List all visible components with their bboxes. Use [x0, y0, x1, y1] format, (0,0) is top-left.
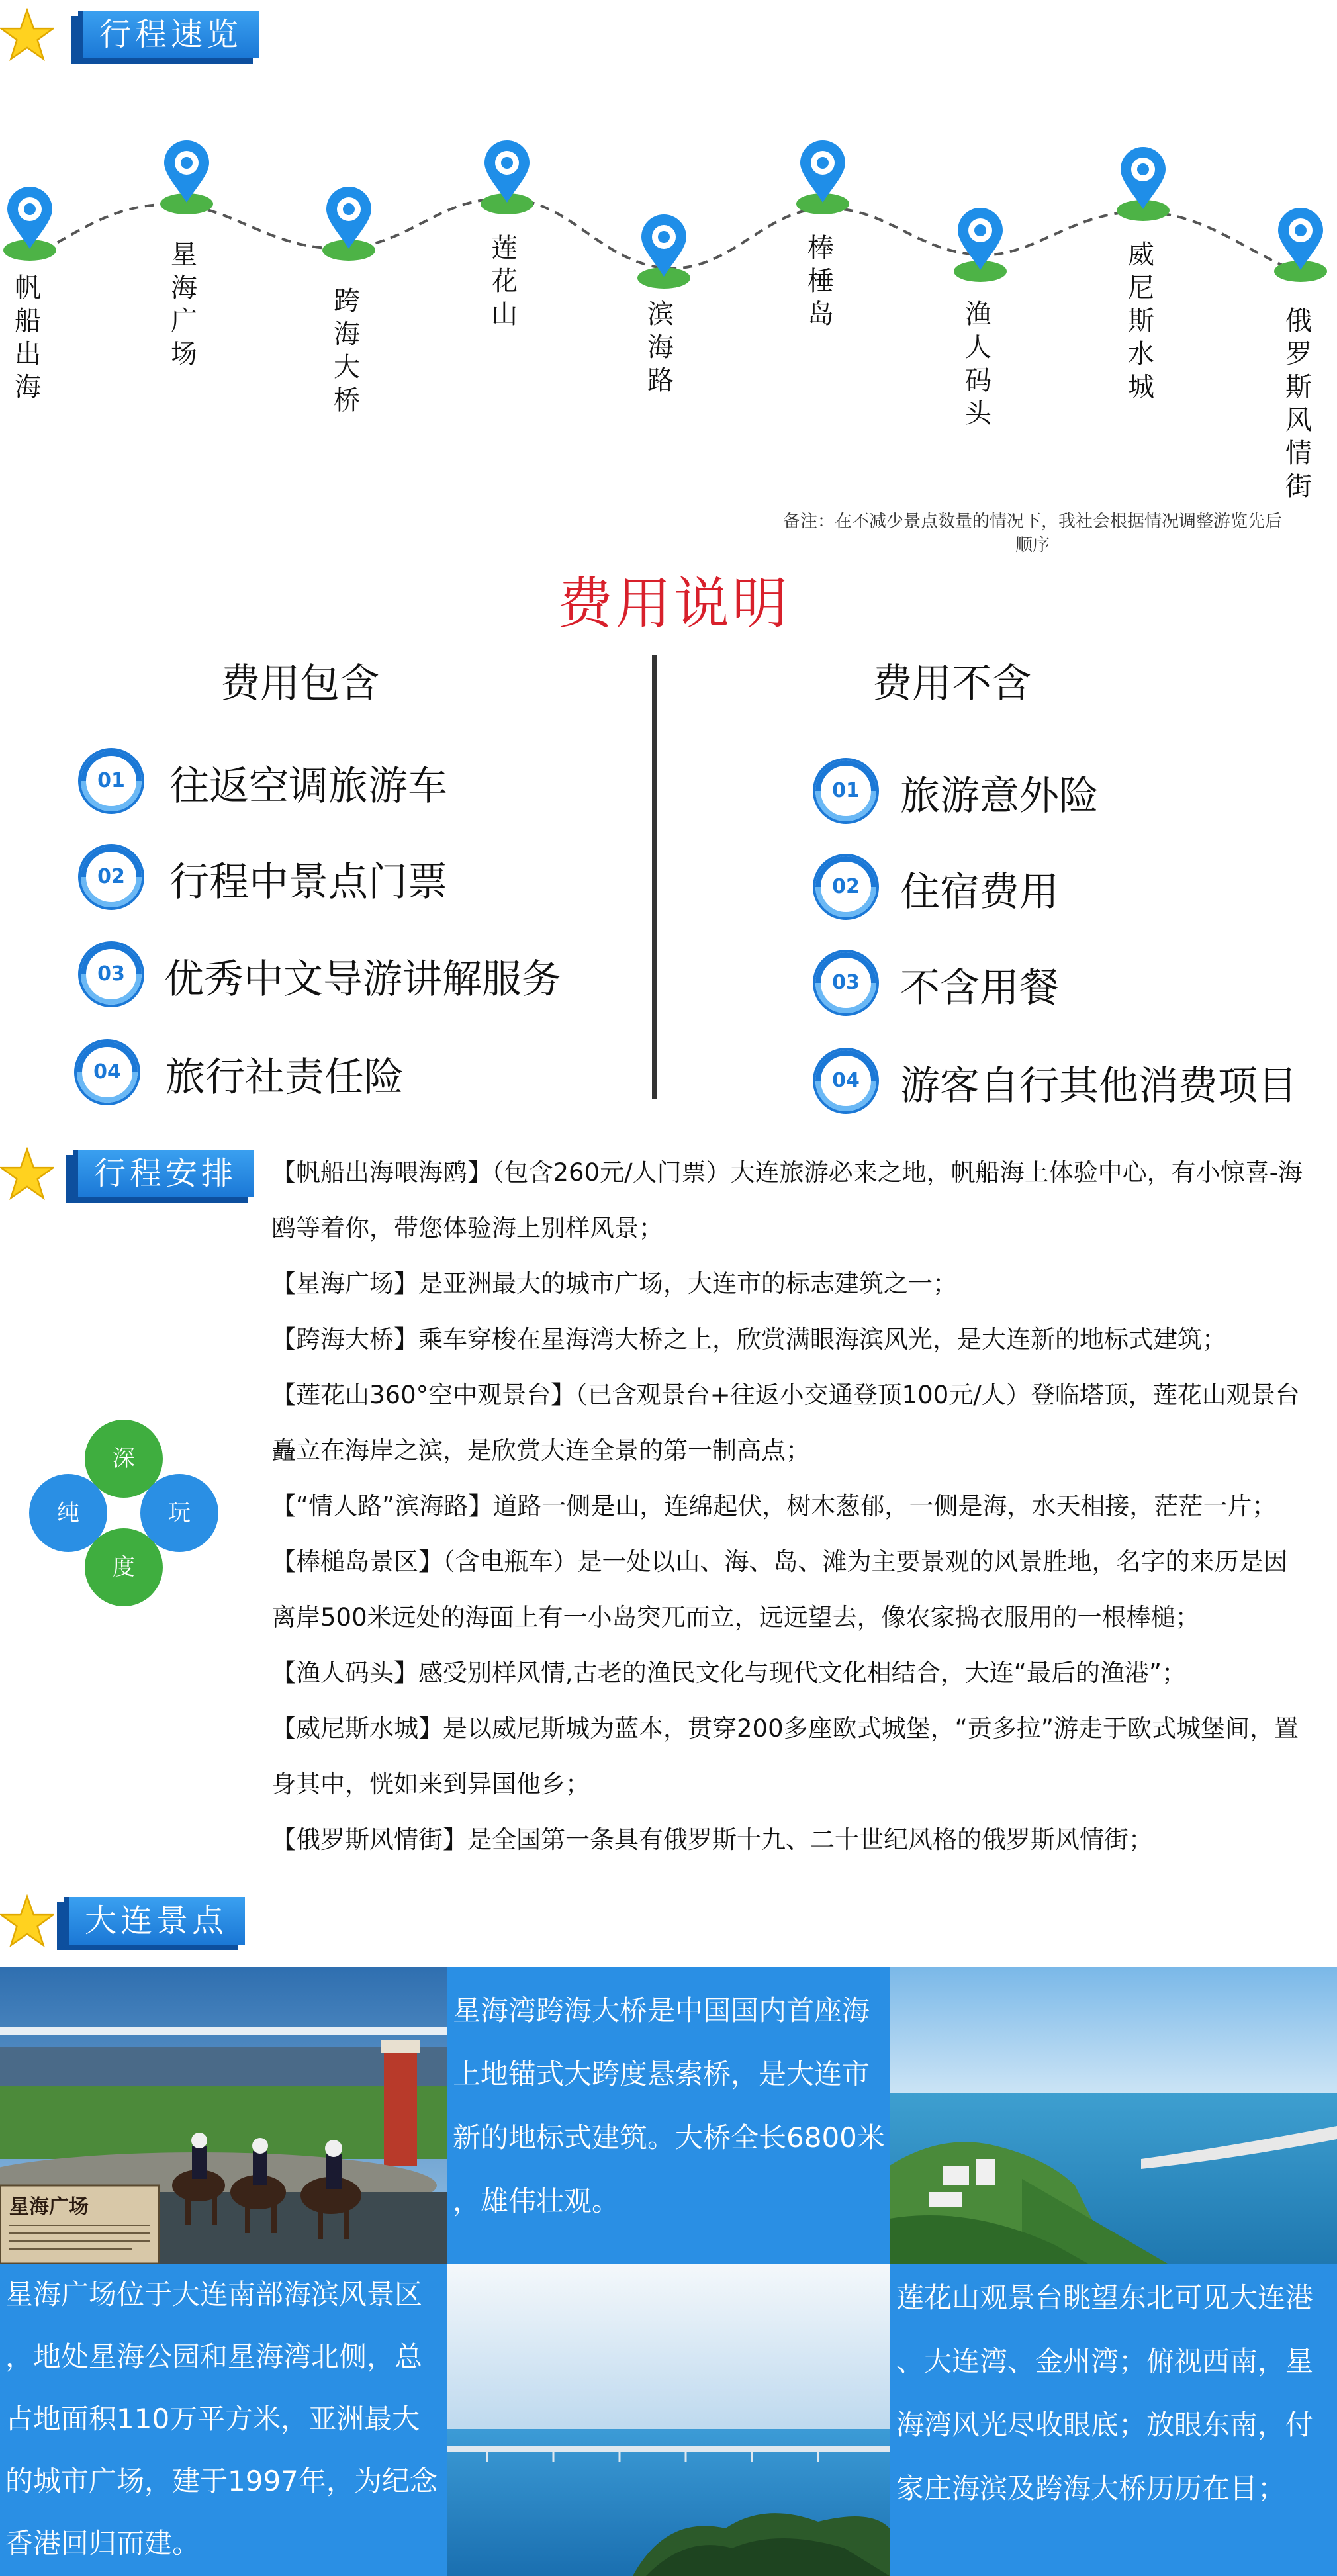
stop-label: 帆船出海	[15, 273, 41, 402]
star-icon	[0, 1894, 54, 1949]
number-badge-icon: 01	[78, 748, 144, 814]
text-line: 占地面积110万平方米，亚洲最大	[5, 2403, 420, 2435]
included-item-label: 往返空调旅游车	[169, 763, 447, 809]
stop-label: 星海广场	[171, 240, 197, 369]
schedule-line: 【星海广场】是亚洲最大的城市广场，大连市的标志建筑之一；	[271, 1269, 957, 1298]
star-icon	[0, 1147, 54, 1201]
included-item-label: 行程中景点门票	[169, 859, 447, 905]
number-badge-icon: 04	[813, 1048, 879, 1114]
schedule-line: 鸥等着你，带您体验海上别样风景；	[271, 1214, 663, 1242]
stop-label: 棒棰岛	[807, 233, 834, 330]
text-lotus	[890, 2264, 1337, 2576]
fees-divider	[652, 655, 657, 1099]
clover-graphic	[26, 1420, 238, 1632]
excluded-item-label: 不含用餐	[900, 965, 1059, 1011]
location-pin-icon	[1274, 205, 1327, 285]
schedule-line: 【威尼斯水城】是以威尼斯城为蓝本，贯穿200多座欧式城堡，“贡多拉”游走于欧式城堡间，置	[271, 1714, 1299, 1743]
included-item-label: 优秀中文导游讲解服务	[164, 956, 561, 1003]
text-bridge	[447, 1967, 890, 2264]
clover-petal-bottom: 度	[85, 1528, 163, 1606]
note-line: 顺序	[1015, 535, 1050, 555]
location-pin-icon	[637, 212, 690, 291]
stop-label: 莲花山	[491, 233, 518, 330]
schedule-line: 【“情人路”滨海路】道路一侧是山，连绵起伏，树木葱郁，一侧是海，水天相接，茫茫一片；	[271, 1492, 1277, 1520]
clover-petal-top: 深	[85, 1420, 163, 1498]
stop-label: 俄罗斯风情街	[1285, 306, 1312, 502]
location-pin-icon	[322, 184, 375, 263]
schedule-line: 【渔人码头】感受别样风情,古老的渔民文化与现代文化相结合，大连“最后的渔港”；	[271, 1659, 1187, 1687]
text-line: 家庄海滨及跨海大桥历历在目；	[896, 2472, 1286, 2505]
text-line: 星海广场位于大连南部海滨风景区	[5, 2278, 423, 2311]
clover-petal-right: 玩	[140, 1474, 218, 1552]
note-line: 备注：在不减少景点数量的情况下，我社会根据情况调整游览先后	[782, 512, 1282, 531]
schedule-text	[271, 1145, 1317, 1868]
section-header-attractions	[0, 1894, 278, 1946]
text-line: 上地锚式大跨度悬索桥，是大连市	[453, 2058, 870, 2090]
schedule-line: 【跨海大桥】乘车穿梭在星海湾大桥之上，欣赏满眼海滨风光，是大连新的地标式建筑；	[271, 1325, 1226, 1354]
schedule-line: 【莲花山360°空中观景台】（已含观景台+往返小交通登顶100元/人）登临塔顶，莲花山观景台	[271, 1381, 1300, 1409]
itinerary-note	[728, 510, 1337, 557]
excluded-item-label: 旅游意外险	[900, 773, 1099, 819]
location-pin-icon	[160, 138, 213, 217]
schedule-line: 【俄罗斯风情街】是全国第一条具有俄罗斯十九、二十世纪风格的俄罗斯风情街；	[271, 1825, 1153, 1854]
number-badge-icon: 03	[78, 941, 144, 1007]
fees-title: 费用说明	[557, 571, 791, 636]
text-line: 、大连湾、金州湾；俯视西南，星	[896, 2345, 1314, 2377]
number-badge-icon: 02	[78, 844, 144, 910]
location-pin-icon	[796, 138, 849, 217]
text-line: 香港回归而建。	[5, 2527, 201, 2559]
location-pin-icon	[954, 205, 1007, 285]
excluded-item-label: 住宿费用	[900, 869, 1059, 915]
location-pin-icon	[1117, 144, 1170, 224]
stop-label: 渔人码头	[965, 299, 991, 429]
schedule-line: 离岸500米远处的海面上有一小岛突兀而立，远远望去，像农家捣衣服用的一根棒槌；	[271, 1603, 1200, 1632]
excluded-title: 费用不含	[872, 661, 1031, 707]
location-pin-icon	[481, 138, 533, 217]
number-badge-icon: 01	[813, 758, 879, 824]
section-title: 行程安排	[73, 1150, 254, 1197]
schedule-line: 矗立在海岸之滨，是欣赏大连全景的第一制高点；	[271, 1436, 810, 1465]
excluded-item-label: 游客自行其他消费项目	[900, 1063, 1297, 1109]
text-line: 新的地标式建筑。大桥全长6800米	[453, 2121, 885, 2154]
stop-label: 滨海路	[647, 299, 674, 396]
number-badge-icon: 02	[813, 854, 879, 920]
photo-sign-text: 星海广场	[9, 2195, 89, 2219]
text-line: 的城市广场，建于1997年，为纪念	[5, 2465, 438, 2497]
included-item-label: 旅行社责任险	[165, 1054, 404, 1101]
schedule-line: 身其中，恍如来到异国他乡；	[271, 1770, 590, 1798]
location-pin-icon	[3, 184, 56, 263]
section-title: 大连景点	[64, 1897, 245, 1945]
photo-lotus-mountain	[890, 1967, 1337, 2264]
text-line: 星海湾跨海大桥是中国国内首座海	[453, 1994, 870, 2027]
stop-label: 跨海大桥	[334, 286, 360, 416]
photo-xinghai-square	[0, 1967, 447, 2264]
schedule-line: 【棒槌岛景区】（含电瓶车）是一处以山、海、岛、滩为主要景观的风景胜地，名字的来历是因	[271, 1547, 1288, 1576]
text-line: 海湾风光尽收眼底；放眼东南，付	[896, 2409, 1314, 2441]
section-header-schedule	[0, 1147, 278, 1199]
section-title: 行程速览	[78, 11, 259, 58]
text-line: 莲花山观景台眺望东北可见大连港	[896, 2281, 1314, 2314]
number-badge-icon: 04	[74, 1039, 140, 1105]
schedule-line: 【帆船出海喂海鸥】（包含260元/人门票）大连旅游必来之地，帆船海上体验中心，有小惊喜-海	[271, 1158, 1303, 1187]
number-badge-icon: 03	[813, 950, 879, 1016]
included-title: 费用包含	[220, 661, 379, 707]
text-line: ，雄伟壮观。	[453, 2185, 620, 2217]
text-square	[0, 2264, 447, 2576]
text-line: ，地处星海公园和星海湾北侧，总	[5, 2340, 423, 2373]
clover-petal-left: 纯	[29, 1474, 107, 1552]
photo-bridge-sea	[447, 2264, 890, 2576]
stop-label: 威尼斯水城	[1128, 240, 1154, 402]
